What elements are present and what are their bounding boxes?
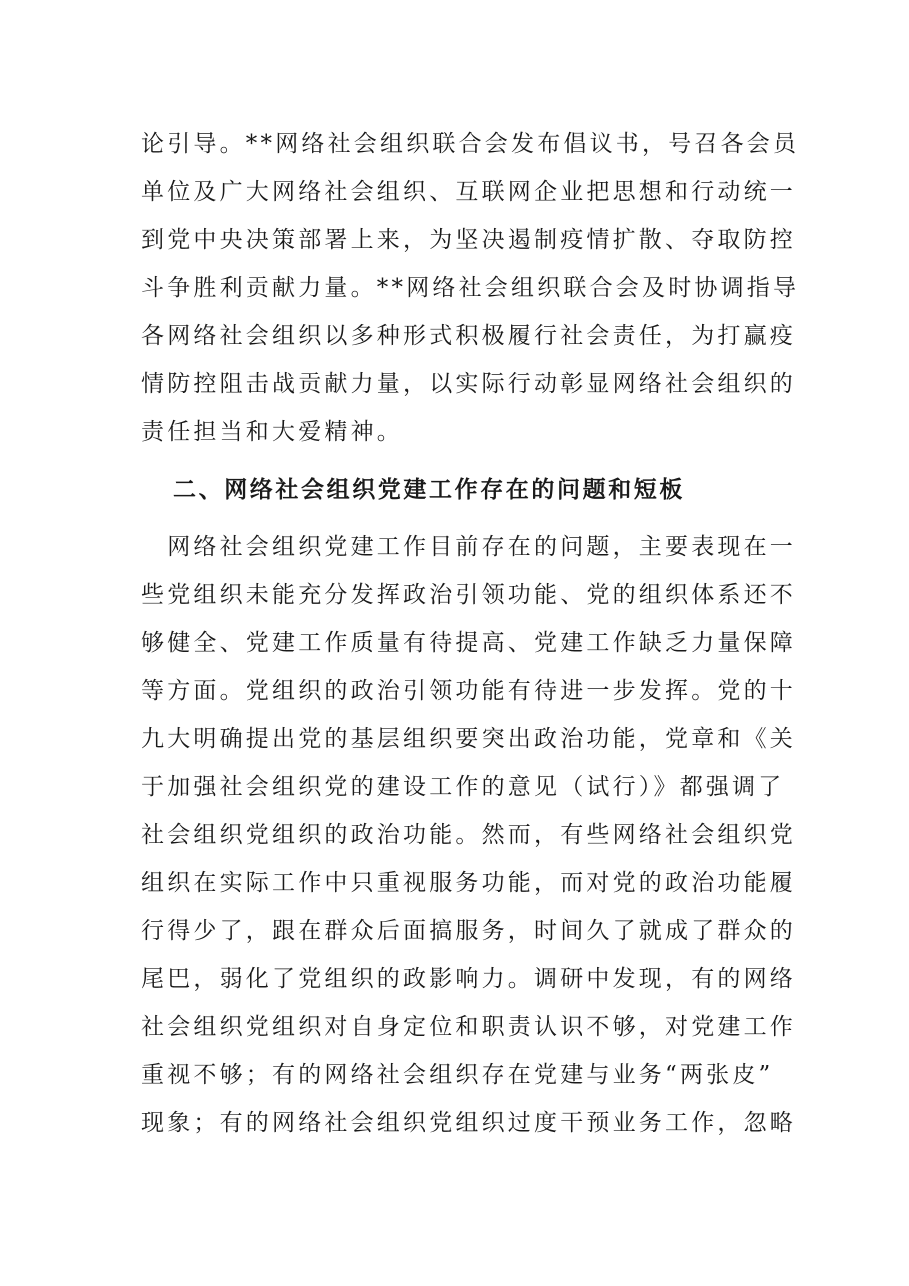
text-line: 斗争胜利贡献力量。**网络社会组织联合会及时协调指导 [141, 275, 800, 301]
text-line: 组织在实际工作中只重视服务功能，而对党的政治功能履 [141, 870, 796, 896]
text-line: 九大明确提出党的基层组织要突出政治功能，党章和《关 [141, 726, 796, 752]
section-heading: 二、网络社会组织党建工作存在的问题和短板 [173, 477, 685, 503]
text-line: 等方面。党组织的政治引领功能有待进一步发挥。党的十 [141, 678, 796, 704]
text-line: 网络社会组织党建工作目前存在的问题，主要表现在一 [141, 534, 796, 560]
text-line: 社会组织党组织对自身定位和职责认识不够，对党建工作 [141, 1014, 796, 1040]
text-line: 责任担当和大爱精神。 [141, 419, 403, 445]
text-line: 重视不够；有的网络社会组织存在党建与业务“两张皮” [141, 1062, 774, 1088]
text-line: 情防控阻击战贡献力量，以实际行动彰显网络社会组织的 [141, 371, 796, 397]
text-line: 于加强社会组织党的建设工作的意见（试行）》都强调了 [141, 774, 785, 800]
body-paragraph-2 [141, 523, 796, 1147]
text-line: 尾巴，弱化了党组织的政影响力。调研中发现，有的网络 [141, 966, 796, 992]
text-line: 论引导。**网络社会组织联合会发布倡议书，号召各会员 [141, 131, 800, 157]
text-line: 单位及广大网络社会组织、互联网企业把思想和行动统一 [141, 179, 796, 205]
text-line: 社会组织党组织的政治功能。然而，有些网络社会组织党 [141, 822, 796, 848]
body-paragraph-1 [141, 120, 800, 456]
text-line: 各网络社会组织以多种形式积极履行社会责任，为打赢疫 [141, 323, 796, 349]
text-line: 些党组织未能充分发挥政治引领功能、党的组织体系还不 [141, 582, 796, 608]
text-line: 现象；有的网络社会组织党组织过度干预业务工作，忽略 [141, 1110, 796, 1136]
text-line: 够健全、党建工作质量有待提高、党建工作缺乏力量保障 [141, 630, 796, 656]
text-line: 到党中央决策部署上来，为坚决遏制疫情扩散、夺取防控 [141, 227, 796, 253]
text-line: 行得少了，跟在群众后面搞服务，时间久了就成了群众的 [141, 918, 796, 944]
